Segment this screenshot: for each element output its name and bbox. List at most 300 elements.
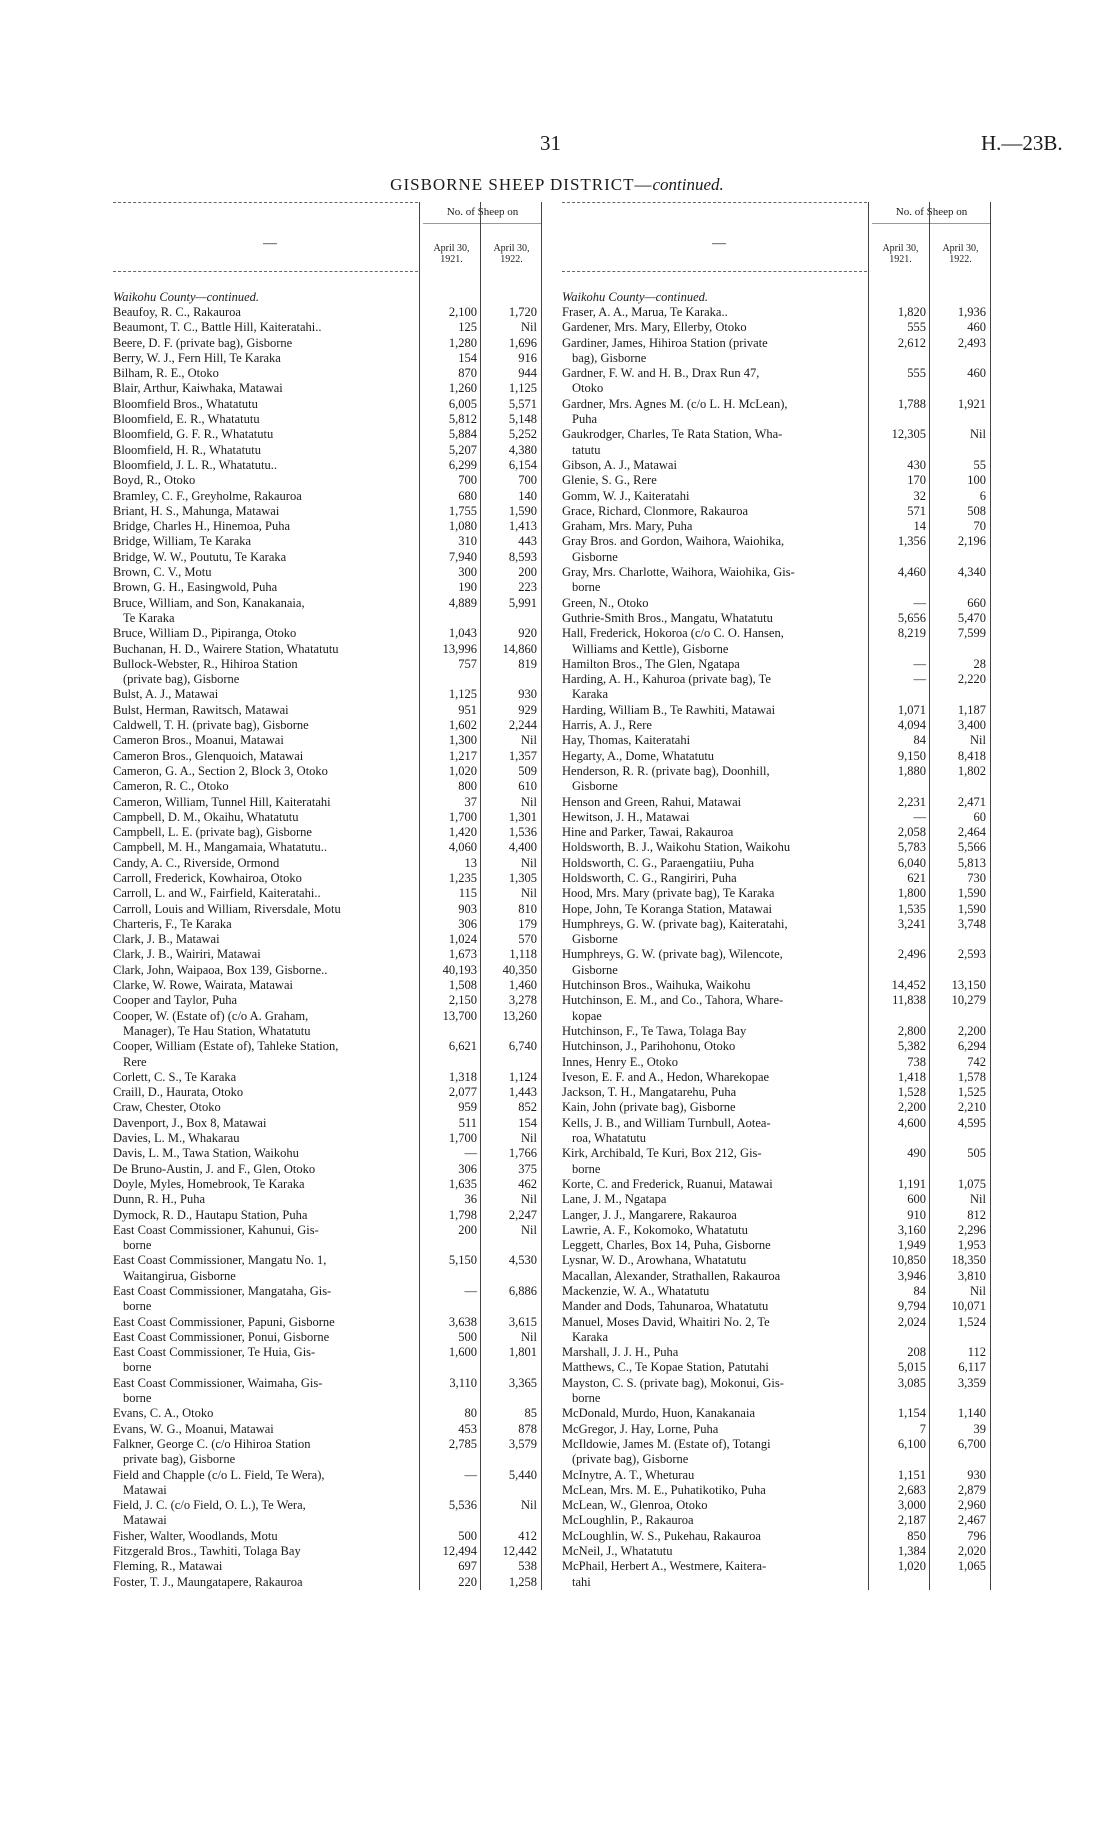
table-row [113, 641, 537, 657]
holder-name-continuation: tatutu [572, 442, 601, 457]
sheep-count-group-header: No. of Sheep on [446, 206, 519, 218]
sheep-1922-value: 4,380 [508, 442, 537, 457]
sheep-1921-value: 2,785 [448, 1436, 477, 1451]
holder-name [562, 672, 867, 703]
sheep-1922-value: 5,252 [508, 427, 537, 442]
holder-name-text: McLoughlin, W. S., Pukehau, Rakauroa [562, 1528, 761, 1543]
holder-name-text: Hegarty, A., Dome, Whatatutu [562, 748, 715, 763]
holder-name-text: Gardner, F. W. and H. B., Drax Run 47, [562, 366, 760, 381]
holder-name-continuation: borne [572, 1161, 601, 1176]
holder-name-text: Campbell, M. H., Mangamaia, Whatatutu.. [113, 840, 327, 855]
holder-name-text: Dunn, R. H., Puha [113, 1192, 206, 1207]
holder-name [562, 1406, 867, 1421]
holder-name-text: McGregor, J. Hay, Lorne, Puha [562, 1421, 719, 1436]
holder-name-continuation: Karaka [572, 1329, 609, 1344]
sheep-1921-value: 1,798 [448, 1207, 477, 1222]
holder-name-text: Cameron Bros., Moanui, Matawai [113, 733, 284, 748]
holder-name-text: Campbell, L. E. (private bag), Gisborne [113, 825, 312, 840]
holder-name-text: Corlett, C. S., Te Karaka [113, 1069, 237, 1084]
holder-name-text: Charteris, F., Te Karaka [113, 916, 232, 931]
sheep-1922-value: 2,960 [957, 1498, 986, 1513]
holder-name-continuation: Te Karaka [123, 610, 175, 625]
holder-name [113, 489, 418, 504]
holder-name [562, 1483, 867, 1498]
holder-name-text: Lysnar, W. D., Arowhana, Whatatutu [562, 1253, 747, 1268]
holder-name [113, 596, 418, 627]
holder-name-text: Humphreys, G. W. (private bag), Kaiteratahi, [562, 916, 788, 931]
sheep-1921-value: 2,058 [897, 825, 926, 840]
sheep-1922-value: 1,258 [508, 1574, 537, 1589]
holder-name [562, 1498, 867, 1513]
sheep-1922-value: 2,467 [957, 1513, 986, 1528]
holder-name [113, 779, 418, 794]
holder-name-text: Mackenzie, W. A., Whatatutu [562, 1284, 710, 1298]
holder-name [113, 1498, 418, 1529]
table-row [562, 1115, 986, 1147]
table-row [562, 534, 986, 565]
holder-name-text: Cameron, G. A., Section 2, Block 3, Otoko [113, 763, 328, 778]
holder-name [562, 1055, 867, 1070]
sheep-1921-value: 1,800 [897, 886, 926, 901]
sheep-1922-value: 179 [518, 916, 537, 931]
table-row [113, 1345, 537, 1376]
sheep-1921-value: 2,024 [897, 1314, 926, 1329]
sheep-1921-value: 2,187 [897, 1513, 926, 1528]
holder-name-text: Harris, A. J., Rere [562, 718, 652, 733]
holder-name-continuation: borne [123, 1238, 152, 1253]
holder-name [562, 703, 867, 718]
sheep-1922-value: 1,578 [957, 1069, 986, 1084]
sheep-1921-value: 306 [458, 1161, 477, 1176]
sheep-1922-value: Nil [521, 1222, 537, 1237]
holder-name-text: East Coast Commissioner, Te Huia, Gis- [113, 1345, 316, 1360]
holder-name-text: Campbell, D. M., Okaihu, Whatatutu [113, 809, 299, 824]
table-row [562, 335, 986, 367]
holder-name-text: Leggett, Charles, Box 14, Puha, Gisborne [562, 1238, 771, 1253]
holder-name-text: Matthews, C., Te Kopae Station, Patutahi [562, 1360, 769, 1375]
sheep-1922-value: 538 [518, 1559, 537, 1574]
sheep-1922-value: 1,536 [508, 825, 537, 840]
table-row [113, 1528, 537, 1544]
holder-name-text: Grace, Richard, Clonmore, Rakauroa [562, 503, 749, 518]
holder-name [113, 687, 418, 702]
holder-name-text: Hutchinson, E. M., and Co., Tahora, Whare- [562, 993, 784, 1008]
holder-name [113, 1315, 418, 1330]
holder-name-text: Mander and Dods, Tahunaroa, Whatatutu [562, 1299, 769, 1314]
table-row [113, 1329, 537, 1345]
table-row [562, 1544, 986, 1559]
holder-name-text: Bloomfield, H. R., Whatatutu [113, 442, 262, 457]
sheep-1922-value: 929 [518, 702, 537, 717]
sheep-1921-value: 1,880 [897, 763, 926, 778]
sheep-1922-value: 2,220 [957, 672, 986, 687]
table-row [562, 1253, 986, 1268]
sheep-1922-value: 2,196 [957, 534, 986, 549]
sheep-1921-value: 1,080 [448, 519, 477, 534]
sheep-1922-value: 5,813 [957, 855, 986, 870]
table-row [562, 886, 986, 901]
sheep-1922-value: 505 [967, 1146, 986, 1161]
right-rows [562, 305, 986, 1590]
table-row [562, 870, 986, 886]
table-row [562, 978, 986, 993]
sheep-1922-value: 1,075 [957, 1176, 986, 1191]
holder-name [113, 1376, 418, 1407]
table-row [562, 1069, 986, 1085]
table-row [113, 580, 537, 595]
sheep-1922-value: 930 [967, 1467, 986, 1482]
table-row [562, 1528, 986, 1544]
holder-name-text: Cooper, William (Estate of), Tahleke Station, [113, 1039, 339, 1054]
column-rule [480, 202, 481, 1590]
holder-name-text: Jackson, T. H., Mangatarehu, Puha [562, 1085, 737, 1100]
holder-name-text: Holdsworth, C. G., Paraengatiiu, Puha [562, 855, 754, 870]
holder-name-text: Berry, W. J., Fern Hill, Te Karaka [113, 350, 281, 365]
sheep-1922-value: 2,247 [508, 1207, 537, 1222]
holder-name [562, 902, 867, 917]
sheep-1921-value: 870 [458, 366, 477, 381]
holder-name [113, 1544, 418, 1559]
holder-name-text: Green, N., Otoko [562, 595, 649, 610]
sheep-1922-value: 730 [967, 870, 986, 885]
holder-name-text: Marshall, J. J. H., Puha [562, 1345, 679, 1360]
table-row [562, 396, 986, 428]
sheep-1921-value: 5,884 [448, 427, 477, 442]
holder-name [562, 764, 867, 795]
sheep-1922-value: 2,471 [957, 794, 986, 809]
holder-name-text: Hamilton Bros., The Glen, Ngatapa [562, 656, 740, 671]
sheep-1921-value: 84 [913, 1284, 926, 1298]
sheep-1922-value: 2,020 [957, 1544, 986, 1559]
sheep-1922-value: 852 [518, 1100, 537, 1115]
table-row [113, 1421, 537, 1437]
sheep-1921-value: 12,494 [442, 1544, 477, 1559]
table-row [113, 1375, 537, 1407]
holder-name-text: Bulst, Herman, Rawitsch, Matawai [113, 702, 289, 717]
sheep-1922-value: 1,524 [957, 1314, 986, 1329]
table-row [562, 366, 986, 397]
sheep-1921-value: 1,235 [448, 870, 477, 885]
sheep-1921-value: 1,602 [448, 718, 477, 733]
table-row [113, 565, 537, 580]
table-row [562, 1039, 986, 1054]
holder-name [562, 1100, 867, 1115]
table-row [562, 825, 986, 840]
sheep-1922-value: Nil [521, 794, 537, 809]
sheep-1921-value: 3,160 [897, 1222, 926, 1237]
sheep-1921-value: 910 [907, 1207, 926, 1222]
table-row [562, 1375, 986, 1407]
holder-name-text: Cameron, R. C., Otoko [113, 779, 229, 794]
table-row [562, 947, 986, 978]
holder-name-text: Gibson, A. J., Matawai [562, 457, 677, 472]
holder-name-continuation: bag), Gisborne [572, 350, 647, 365]
sheep-1921-value: 1,151 [897, 1467, 926, 1482]
holder-name [113, 1559, 418, 1574]
sheep-1921-value: 4,889 [448, 595, 477, 610]
sheep-1921-value: 208 [907, 1345, 926, 1360]
sheep-1921-value: 13,700 [442, 1008, 477, 1023]
holder-name-text: Hutchinson Bros., Waihuka, Waikohu [562, 978, 751, 993]
holder-name [113, 1345, 418, 1376]
holder-name-text: Falkner, George C. (c/o Hihiroa Station [113, 1436, 311, 1451]
sheep-1921-value: 1,673 [448, 947, 477, 962]
sheep-1922-value: 1,065 [957, 1559, 986, 1574]
sheep-1921-value: 6,100 [897, 1436, 926, 1451]
right-column [562, 202, 986, 1590]
sheep-1922-value: 3,278 [508, 993, 537, 1008]
sheep-1921-value: 6,299 [448, 457, 477, 472]
holder-name-text: Bilham, R. E., Otoko [113, 366, 219, 381]
holder-name-text: Bulst, A. J., Matawai [113, 687, 219, 702]
holder-name-text: Foster, T. J., Maungatapere, Rakauroa [113, 1574, 303, 1589]
holder-name [562, 320, 867, 335]
sheep-1921-value: 1,020 [448, 763, 477, 778]
table-row [113, 1207, 537, 1223]
holder-name [113, 305, 418, 320]
sheep-1921-value: 621 [907, 870, 926, 885]
holder-name [113, 412, 418, 427]
holder-name [562, 1422, 867, 1437]
sheep-1921-value: 2,683 [897, 1482, 926, 1497]
holder-name-text: Beaumont, T. C., Battle Hill, Kaiteratahi.. [113, 320, 322, 335]
table-row [562, 809, 986, 825]
sheep-1922-value: 375 [518, 1161, 537, 1176]
holder-name-text: Bloomfield Bros., Whatatutu [113, 396, 258, 411]
sheep-1921-value: 490 [907, 1146, 926, 1161]
sheep-1922-value: 14,860 [502, 641, 537, 656]
holder-name-text: Beaufoy, R. C., Rakauroa [113, 305, 241, 319]
table-row [562, 473, 986, 488]
holder-name-continuation: borne [572, 580, 601, 595]
sheep-1921-value: 2,800 [897, 1023, 926, 1038]
sheep-1922-value: Nil [521, 733, 537, 748]
sheep-1921-value: 3,241 [897, 916, 926, 931]
holder-name [113, 947, 418, 962]
holder-name-text: Carroll, L. and W., Fairfield, Kaiteratahi.. [113, 886, 321, 901]
holder-name [562, 534, 867, 565]
holder-name [113, 1284, 418, 1315]
name-column-header: — [263, 236, 277, 251]
holder-name [113, 336, 418, 351]
holder-name-text: Gaukrodger, Charles, Te Rata Station, Wha- [562, 427, 783, 442]
holder-name [113, 1223, 418, 1254]
holder-name [113, 749, 418, 764]
sheep-1922-value: 140 [518, 488, 537, 503]
table-row [562, 488, 986, 504]
holder-name-text: Bramley, C. F., Greyholme, Rakauroa [113, 488, 302, 503]
holder-name-text: Bullock-Webster, R., Hihiroa Station [113, 656, 298, 671]
holder-name-text: De Bruno-Austin, J. and F., Glen, Otoko [113, 1161, 316, 1176]
sheep-1922-value: Nil [521, 1131, 537, 1146]
table-row [113, 901, 537, 917]
sheep-1921-value: 1,420 [448, 825, 477, 840]
table-row [113, 1467, 537, 1499]
holder-name-text: Macallan, Alexander, Strathallen, Rakauroa [562, 1268, 781, 1283]
sheep-1922-value: 13,150 [951, 978, 986, 993]
sheep-1921-value: — [464, 1467, 477, 1482]
sheep-1921-value: 1,755 [448, 503, 477, 518]
sheep-1921-value: 850 [907, 1528, 926, 1543]
holder-name-text: Bloomfield, G. F. R., Whatatutu [113, 427, 274, 442]
sheep-1921-value: 453 [458, 1421, 477, 1436]
sheep-1922-value: 930 [518, 687, 537, 702]
sheep-1922-value: 1,357 [508, 748, 537, 763]
holder-name [562, 1299, 867, 1314]
sheep-1921-value: 1,020 [897, 1559, 926, 1574]
sheep-1921-value: 1,600 [448, 1345, 477, 1360]
sheep-1922-value: 223 [518, 580, 537, 595]
sheep-1922-value: 700 [518, 473, 537, 488]
holder-name-text: Lane, J. M., Ngatapa [562, 1192, 667, 1207]
table-row [113, 763, 537, 779]
holder-name-text: Bridge, W. W., Poututu, Te Karaka [113, 549, 287, 564]
sheep-1922-value: 5,566 [957, 840, 986, 855]
table-row [562, 1360, 986, 1375]
sheep-1922-value: 70 [973, 519, 986, 534]
holder-name [562, 1437, 867, 1468]
holder-name [562, 1360, 867, 1375]
holder-name [113, 1422, 418, 1437]
holder-name-text: Cooper, W. (Estate of) (c/o A. Graham, [113, 1008, 309, 1023]
holder-name [562, 366, 867, 397]
table-row [562, 1146, 986, 1177]
holder-name-text: Hay, Thomas, Kaiteratahi [562, 733, 691, 748]
holder-name-text: Brown, C. V., Motu [113, 565, 212, 580]
sheep-1922-value: 812 [967, 1207, 986, 1222]
table-row [113, 718, 537, 733]
holder-name-text: Davenport, J., Box 8, Matawai [113, 1115, 267, 1130]
holder-name [562, 336, 867, 367]
sheep-1922-value: 18,350 [951, 1253, 986, 1268]
table-row [113, 947, 537, 962]
holder-name [562, 397, 867, 428]
holder-name-text: Manuel, Moses David, Whaitiri No. 2, Te [562, 1314, 770, 1329]
sheep-1921-value: 6,040 [897, 855, 926, 870]
holder-name-text: McInytre, A. T., Wheturau [562, 1467, 695, 1482]
sheep-1921-value: 1,071 [897, 702, 926, 717]
holder-name-text: Harding, William B., Te Rawhiti, Matawai [562, 702, 776, 717]
table-row [562, 718, 986, 733]
holder-name-text: Boyd, R., Otoko [113, 473, 196, 488]
sheep-1922-value: 610 [518, 779, 537, 794]
table-row [562, 672, 986, 703]
sheep-1921-value: 680 [458, 488, 477, 503]
holder-name [113, 978, 418, 993]
table-row [113, 687, 537, 702]
sheep-1921-value: 1,700 [448, 1131, 477, 1146]
table-row [562, 503, 986, 519]
sheep-1922-value: 5,991 [508, 595, 537, 610]
table-row [113, 748, 537, 764]
sheep-1921-value: 1,043 [448, 626, 477, 641]
holder-name-text: Hutchinson, J., Parihohonu, Otoko [562, 1039, 736, 1054]
holder-name-text: Buchanan, H. D., Wairere Station, Whatatutu [113, 641, 339, 656]
holder-name-text: Davis, L. M., Tawa Station, Waikohu [113, 1146, 299, 1161]
holder-name-text: Clark, John, Waipaoa, Box 139, Gisborne.. [113, 962, 328, 977]
sheep-1921-value: 36 [464, 1192, 477, 1207]
holder-name-continuation: Otoko [572, 381, 604, 396]
sheep-1922-value: 1,590 [957, 886, 986, 901]
sheep-1921-value: 200 [458, 1222, 477, 1237]
holder-name-text: Gray, Mrs. Charlotte, Waihora, Waiohika, Gis- [562, 565, 795, 580]
holder-name [562, 596, 867, 611]
holder-name [113, 932, 418, 947]
sheep-1921-value: 6,005 [448, 396, 477, 411]
table-row [562, 1345, 986, 1360]
sheep-1922-value: 460 [967, 320, 986, 335]
holder-name [562, 1376, 867, 1407]
holder-name [113, 504, 418, 519]
sheep-1921-value: 10,850 [891, 1253, 926, 1268]
title-continued: continued. [652, 175, 724, 194]
holder-name-text: Clark, J. B., Matawai [113, 932, 220, 947]
holder-name-text: Fraser, A. A., Marua, Te Karaka.. [562, 305, 728, 319]
holder-name [113, 871, 418, 886]
table-row [562, 305, 986, 320]
holder-name-continuation: (private bag), Gisborne [123, 672, 240, 687]
holder-name [113, 810, 418, 825]
sheep-1921-value: 5,536 [448, 1498, 477, 1513]
sheep-1922-value: 39 [973, 1421, 986, 1436]
sheep-1922-value: Nil [521, 320, 537, 335]
holder-name-text: Bloomfield, E. R., Whatatutu [113, 412, 260, 427]
sheep-1922-value: 810 [518, 901, 537, 916]
sheep-1921-value: 1,154 [897, 1406, 926, 1421]
holder-name [562, 1146, 867, 1177]
sheep-1921-value: 1,418 [897, 1069, 926, 1084]
sheep-1922-value: 6,886 [508, 1284, 537, 1298]
holder-name [562, 993, 867, 1024]
holder-name [113, 381, 418, 396]
table-row [113, 1574, 537, 1590]
holder-name [562, 458, 867, 473]
holder-name [562, 1085, 867, 1100]
table-row [562, 1421, 986, 1437]
sheep-1921-value: 5,783 [897, 840, 926, 855]
table-row [562, 1406, 986, 1421]
holder-name-text: Briant, H. S., Mahunga, Matawai [113, 503, 280, 518]
sheep-1922-value: 2,464 [957, 825, 986, 840]
holder-name-text: Kain, John (private bag), Gisborne [562, 1100, 736, 1115]
table-row [113, 1406, 537, 1421]
holder-name [113, 1116, 418, 1131]
table-row [113, 626, 537, 641]
holder-name-continuation: tahi [572, 1574, 591, 1589]
table-row [113, 1284, 537, 1315]
table-row [113, 1008, 537, 1040]
sheep-1921-value: — [913, 656, 926, 671]
sheep-1922-value: 85 [524, 1406, 537, 1421]
table-row [562, 1023, 986, 1039]
holder-name [113, 764, 418, 779]
left-rows [113, 305, 537, 1590]
holder-name-continuation: Gisborne [572, 549, 618, 564]
right-table-header [562, 202, 979, 272]
table-row [113, 1544, 537, 1559]
table-row [562, 702, 986, 718]
col-1922-header: April 30, 1922. [493, 243, 530, 265]
holder-name-text: East Coast Commissioner, Kahunui, Gis- [113, 1222, 319, 1237]
holder-name-continuation: Gisborne [572, 779, 618, 794]
sheep-1921-value: 2,200 [897, 1100, 926, 1115]
holder-name-text: Hine and Parker, Tawai, Rakauroa [562, 825, 734, 840]
sheep-1921-value: 2,496 [897, 947, 926, 962]
table-row [562, 427, 986, 458]
table-row [562, 1498, 986, 1513]
holder-name [562, 1238, 867, 1253]
sheep-1921-value: 6,621 [448, 1039, 477, 1054]
